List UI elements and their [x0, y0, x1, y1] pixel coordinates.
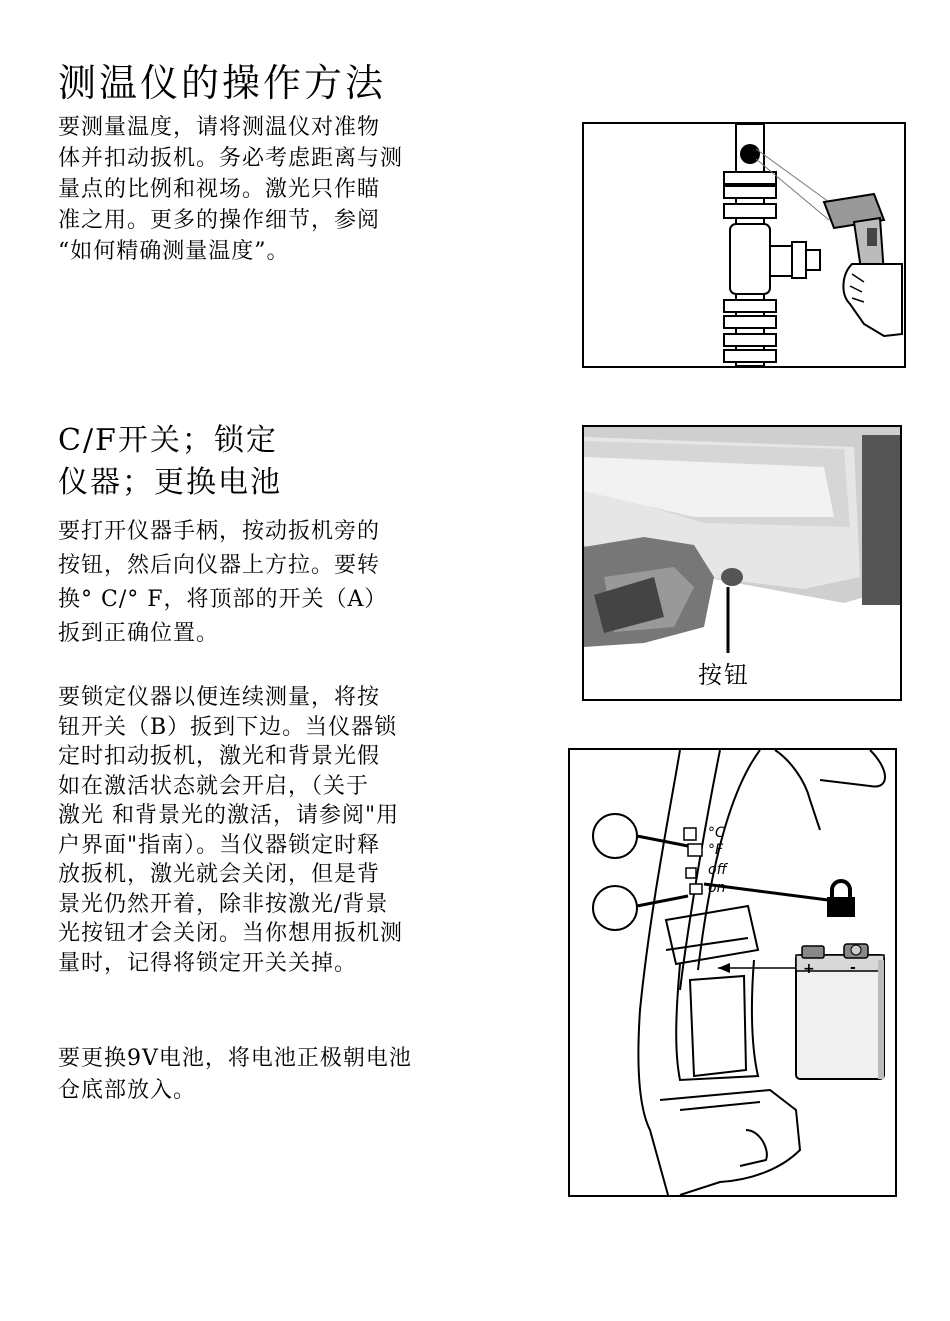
text-line: 要打开仪器手柄，按动扳机旁的 [58, 519, 381, 544]
laser-spot-icon [740, 144, 760, 164]
text-line: 体并扣动扳机。务必考虑距离与测 [58, 146, 404, 171]
page-title: 测温仪的操作方法 [58, 61, 387, 105]
battery-instructions [58, 1043, 478, 1107]
figure-button-photo [582, 425, 902, 701]
text-line: 要测量温度，请将测温仪对准物 [58, 115, 381, 140]
title-line: C/F开关；锁定 [58, 423, 278, 458]
on-label: on [708, 880, 726, 896]
pipe-measurement-illustration [584, 124, 904, 366]
text-line: 放扳机，激光就会关闭，但是背 [58, 862, 381, 887]
text-line: 扳到正确位置。 [58, 621, 220, 646]
text-line: 量时，记得将锁定开关关掉。 [58, 950, 358, 976]
text-line: 按钮，然后向仪器上方拉。要转 [58, 553, 381, 578]
text-line: 准之用。更多的操作细节，参阅 [58, 208, 381, 233]
switch-battery-illustration [570, 750, 895, 1195]
text-line: 量点的比例和视场。激光只作瞄 [58, 177, 381, 202]
text-line: 钮开关（B）扳到下边。当仪器锁 [58, 714, 398, 740]
battery-negative-label: - [850, 960, 856, 976]
text-line: 景光仍然开着，除非按激光/背景 [58, 891, 389, 917]
figure-switch-battery [568, 748, 897, 1197]
callout-b-circle [593, 886, 637, 930]
text-line: 光按钮才会关闭。当你想用扳机测 [58, 921, 404, 946]
button-caption: 按钮 [698, 661, 750, 689]
section-title-switch-battery [58, 420, 282, 504]
title-line: 仪器；更换电池 [58, 465, 282, 500]
callout-a-circle [593, 814, 637, 858]
release-button-icon [721, 568, 743, 586]
off-label: off [708, 862, 727, 878]
lock-instructions [58, 683, 478, 978]
text-line: 仓底部放入。 [58, 1078, 197, 1103]
text-line: 换° C/° F，将顶部的开关（A） [58, 587, 388, 612]
open-handle-instructions [58, 515, 478, 651]
measure-instructions [58, 112, 478, 267]
figure-measuring-pipe [582, 122, 906, 368]
lock-icon [827, 881, 855, 917]
text-line: 如在激活状态就会开启，（关于 [58, 773, 370, 799]
text-line: 激光 和背景光的激活，请参阅"用 [58, 803, 400, 828]
text-line: 定时扣动扳机，激光和背景光假 [58, 744, 381, 769]
text-line: 户界面"指南）。当仪器锁定时释 [58, 832, 381, 858]
text-line: “如何精确测量温度”。 [58, 239, 290, 264]
celsius-label: °C [708, 825, 725, 841]
battery-positive-label: + [803, 961, 815, 977]
fahrenheit-label: °F [708, 842, 724, 858]
text-line: 要更换9V电池，将电池正极朝电池 [58, 1046, 412, 1071]
text-line: 要锁定仪器以便连续测量，将按 [58, 685, 381, 710]
